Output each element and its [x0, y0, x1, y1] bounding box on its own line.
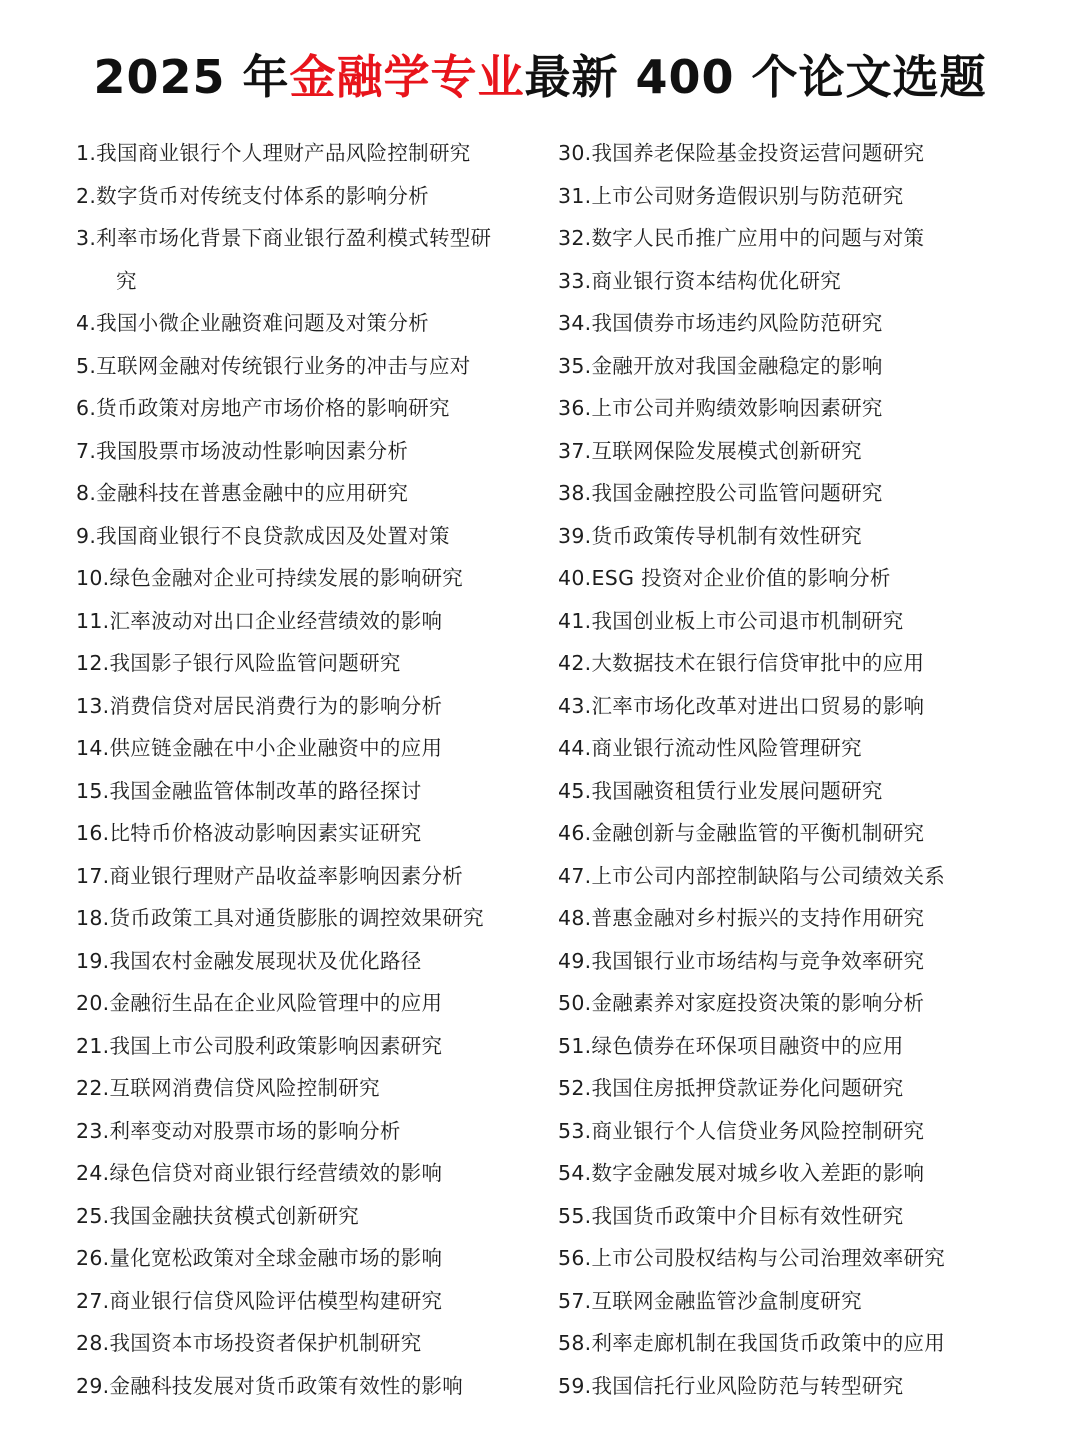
topic-item: 33.商业银行资本结构优化研究: [558, 268, 842, 293]
topic-item: 4.我国小微企业融资难问题及对策分析: [76, 311, 429, 335]
topic-item: 36.上市公司并购绩效影响因素研究: [558, 396, 883, 420]
topic-item: 15.我国金融监管体制改革的路径探讨: [76, 778, 422, 803]
topic-item: 57.互联网金融监管沙盒制度研究: [558, 1288, 862, 1313]
topic-item: 37.互联网保险发展模式创新研究: [558, 438, 862, 463]
topic-item: 24.绿色信贷对商业银行经营绩效的影响: [76, 1161, 443, 1185]
topic-item: 54.数字金融发展对城乡收入差距的影响: [558, 1161, 925, 1185]
topic-item: 43.汇率市场化改革对进出口贸易的影响: [558, 693, 925, 718]
topic-item: 56.上市公司股权结构与公司治理效率研究: [558, 1246, 946, 1270]
topic-item: 12.我国影子银行风险监管问题研究: [76, 651, 401, 675]
topic-item: 27.商业银行信贷风险评估模型构建研究: [76, 1288, 443, 1313]
topic-item: 7.我国股票市场波动性影响因素分析: [76, 438, 409, 463]
topic-item: 52.我国住房抵押贷款证券化问题研究: [558, 1076, 904, 1100]
topic-item: 21.我国上市公司股利政策影响因素研究: [76, 1033, 443, 1058]
title-part1: 2025 年: [93, 50, 290, 104]
topic-item: 6.货币政策对房地产市场价格的影响研究: [76, 396, 450, 420]
topic-item: 9.我国商业银行不良贷款成因及处置对策: [76, 523, 450, 548]
topic-list-right: [558, 132, 1028, 1407]
page-title: [0, 44, 1080, 110]
topic-item-line2: 究: [116, 268, 137, 293]
topic-item: 18.货币政策工具对通货膨胀的调控效果研究: [76, 906, 484, 930]
topic-item: [76, 217, 546, 302]
topic-item: 2.数字货币对传统支付体系的影响分析: [76, 183, 429, 208]
title-part2: 最新 400 个论文选题: [524, 50, 987, 104]
topic-item: 47.上市公司内部控制缺陷与公司绩效关系: [558, 863, 946, 888]
topic-item: 40.ESG 投资对企业价值的影响分析: [558, 566, 891, 590]
topic-item: 45.我国融资租赁行业发展问题研究: [558, 778, 883, 803]
topic-item: 42.大数据技术在银行信贷审批中的应用: [558, 651, 925, 675]
topic-item: 50.金融素养对家庭投资决策的影响分析: [558, 991, 925, 1015]
topic-item: 25.我国金融扶贫模式创新研究: [76, 1203, 360, 1228]
topic-item: 1.我国商业银行个人理财产品风险控制研究: [76, 141, 471, 165]
topic-item-line1: 3.利率市场化背景下商业银行盈利模式转型研: [76, 226, 492, 250]
topic-item: 10.绿色金融对企业可持续发展的影响研究: [76, 566, 464, 590]
topic-item: 44.商业银行流动性风险管理研究: [558, 736, 862, 760]
topic-item: 30.我国养老保险基金投资运营问题研究: [558, 141, 925, 165]
topic-item: 16.比特币价格波动影响因素实证研究: [76, 821, 422, 845]
topic-item: 29.金融科技发展对货币政策有效性的影响: [76, 1373, 464, 1398]
topic-item: 34.我国债券市场违约风险防范研究: [558, 311, 883, 335]
topic-item: 28.我国资本市场投资者保护机制研究: [76, 1331, 422, 1355]
title-highlight: 金融学专业: [289, 50, 525, 104]
topic-item: 11.汇率波动对出口企业经营绩效的影响: [76, 608, 443, 633]
topic-item: 17.商业银行理财产品收益率影响因素分析: [76, 863, 464, 888]
topic-item: 41.我国创业板上市公司退市机制研究: [558, 608, 904, 633]
topic-item: 51.绿色债券在环保项目融资中的应用: [558, 1033, 904, 1058]
topic-item: 19.我国农村金融发展现状及优化路径: [76, 948, 422, 973]
topic-item: 46.金融创新与金融监管的平衡机制研究: [558, 821, 925, 845]
topic-item: 48.普惠金融对乡村振兴的支持作用研究: [558, 906, 925, 930]
topic-item: 35.金融开放对我国金融稳定的影响: [558, 353, 883, 378]
topic-item: 58.利率走廊机制在我国货币政策中的应用: [558, 1331, 946, 1355]
topic-item: 8.金融科技在普惠金融中的应用研究: [76, 481, 409, 505]
topic-item: 20.金融衍生品在企业风险管理中的应用: [76, 991, 443, 1015]
topic-item: 5.互联网金融对传统银行业务的冲击与应对: [76, 353, 471, 378]
topic-item: 53.商业银行个人信贷业务风险控制研究: [558, 1118, 925, 1143]
topic-item: 31.上市公司财务造假识别与防范研究: [558, 183, 904, 208]
topic-item: 26.量化宽松政策对全球金融市场的影响: [76, 1246, 443, 1270]
topic-item: 13.消费信贷对居民消费行为的影响分析: [76, 693, 443, 718]
topic-item: 55.我国货币政策中介目标有效性研究: [558, 1203, 904, 1228]
topic-item: 59.我国信托行业风险防范与转型研究: [558, 1373, 904, 1398]
topic-item: 32.数字人民币推广应用中的问题与对策: [558, 226, 925, 250]
topic-item: 22.互联网消费信贷风险控制研究: [76, 1076, 380, 1100]
topic-item: 49.我国银行业市场结构与竞争效率研究: [558, 948, 925, 973]
topic-item: 14.供应链金融在中小企业融资中的应用: [76, 736, 443, 760]
topic-list-left: [76, 132, 546, 1407]
topic-item: 39.货币政策传导机制有效性研究: [558, 523, 862, 548]
topic-item: 38.我国金融控股公司监管问题研究: [558, 481, 883, 505]
topic-item: 23.利率变动对股票市场的影响分析: [76, 1118, 401, 1143]
